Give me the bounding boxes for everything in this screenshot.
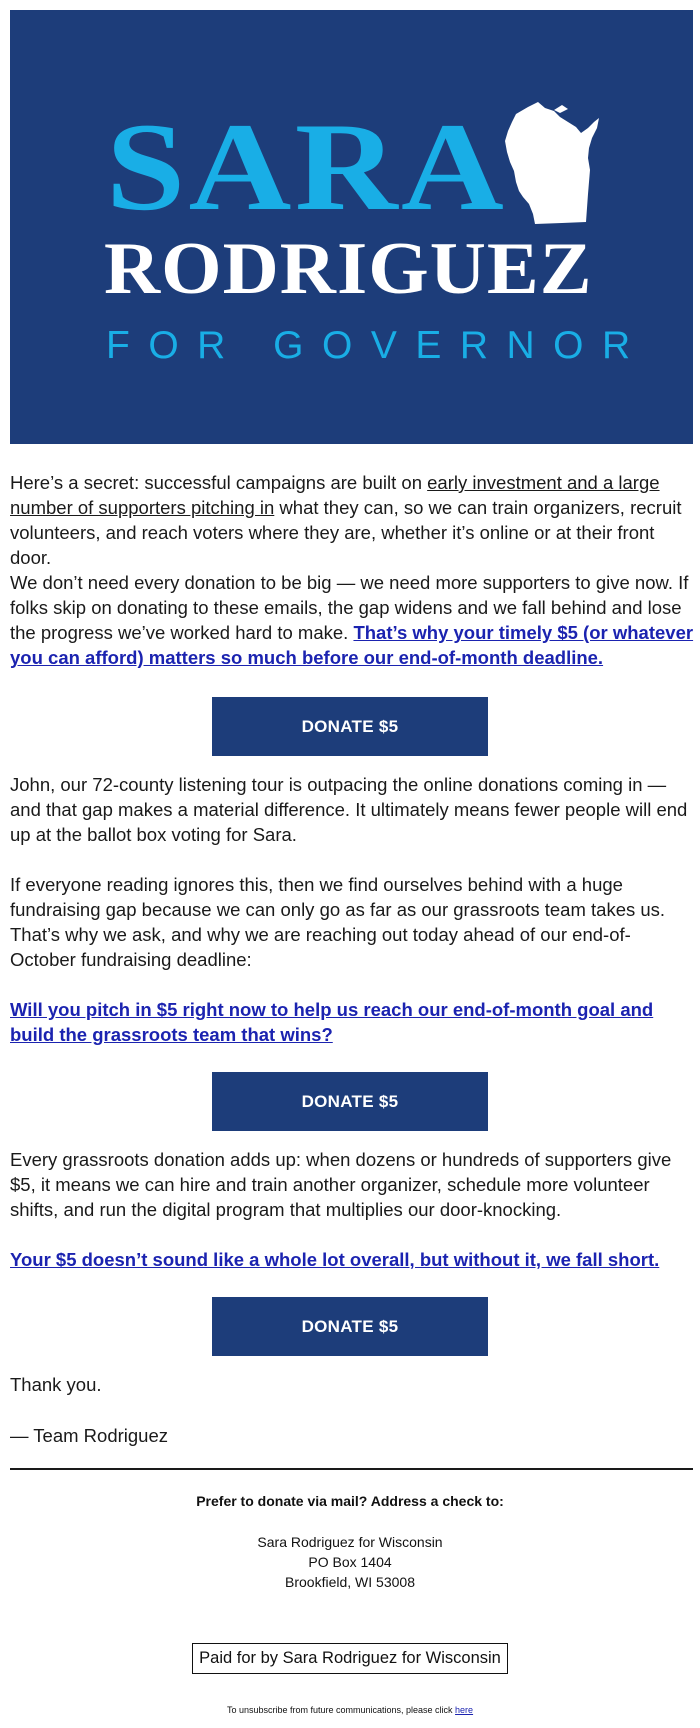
donate-button-3[interactable]: DONATE $5 (212, 1297, 488, 1356)
fall-short-link-paragraph (10, 1247, 694, 1272)
logo-for-governor-text: FOR GOVERNOR (106, 324, 649, 367)
mailing-address (0, 1532, 700, 1592)
signoff-text: — Team Rodriguez (10, 1425, 169, 1446)
address-line: Brookfield, WI 53008 (285, 1574, 415, 1590)
address-line: PO Box 1404 (308, 1554, 392, 1570)
paragraph-donation-need (10, 570, 694, 670)
mail-heading: Prefer to donate via mail? Address a check to: (196, 1493, 504, 1509)
p1-text-end: what they can, so we can train organizers, recruit volunteers, and reach voters where they are, whether it’s online or at their front door. (10, 497, 682, 568)
address-line: Sara Rodriguez for Wisconsin (257, 1534, 443, 1550)
wisconsin-map-icon (502, 98, 608, 226)
pitch-in-link[interactable]: Will you pitch in $5 right now to help us reach our end-of-month goal and build the grassroots team that wins? (10, 999, 654, 1045)
unsubscribe-text: To unsubscribe from future communications, please click (226, 1705, 456, 1715)
thank-you-text: Thank you. (10, 1374, 102, 1395)
donate-button-2[interactable]: DONATE $5 (212, 1072, 488, 1131)
paragraph-listening-tour: John, our 72-county listening tour is outpacing the online donations coming in — and that gap makes a material difference. It ultimately means fewer people will end up at the ballot box voting for Sara. (10, 774, 688, 845)
header-banner (10, 10, 693, 444)
unsubscribe-link[interactable]: here (455, 1705, 474, 1715)
footer-divider (10, 1468, 693, 1470)
timely-five-link[interactable]: That’s why your timely $5 (or whatever you can afford) matters so much before our end-of-month deadline. (10, 622, 694, 668)
paragraph-grassroots: Every grassroots donation adds up: when dozens or hundreds of supporters give $5, it means we can hire and train another organizer, schedule more volunteer shifts, and run the digital program that multiplies our door-knocking. (10, 1149, 672, 1220)
paid-for-disclaimer: Paid for by Sara Rodriguez for Wisconsin (192, 1643, 508, 1674)
investment-link[interactable]: early investment and a large number of supporters pitching in (10, 472, 660, 518)
donate-button-1[interactable]: DONATE $5 (212, 697, 488, 756)
unsubscribe-line (0, 1705, 700, 1715)
paragraph-secret (10, 470, 694, 570)
logo-rodriguez-text: RODRIGUEZ (104, 228, 593, 310)
pitch-in-link-paragraph (10, 997, 694, 1047)
p1-text: Here’s a secret: successful campaigns are built on (10, 472, 428, 493)
logo-sara-text: SARA (106, 98, 508, 237)
p2-text: We don’t need every donation to be big — we need more supporters to give now. If folks skip on donating to these emails, the gap widens and we fall behind and lose the progress we’ve worked hard to make. (10, 572, 689, 643)
paid-for-container (0, 1643, 700, 1674)
fall-short-link[interactable]: Your $5 doesn’t sound like a whole lot overall, but without it, we fall short. (10, 1249, 660, 1270)
paragraph-fundraising-gap: If everyone reading ignores this, then we find ourselves behind with a huge fundraising gap because we can only go as far as our grassroots team takes us. That’s why we ask, and why we are reaching out today ahead of our end-of-October fundraising deadline: (10, 874, 666, 970)
